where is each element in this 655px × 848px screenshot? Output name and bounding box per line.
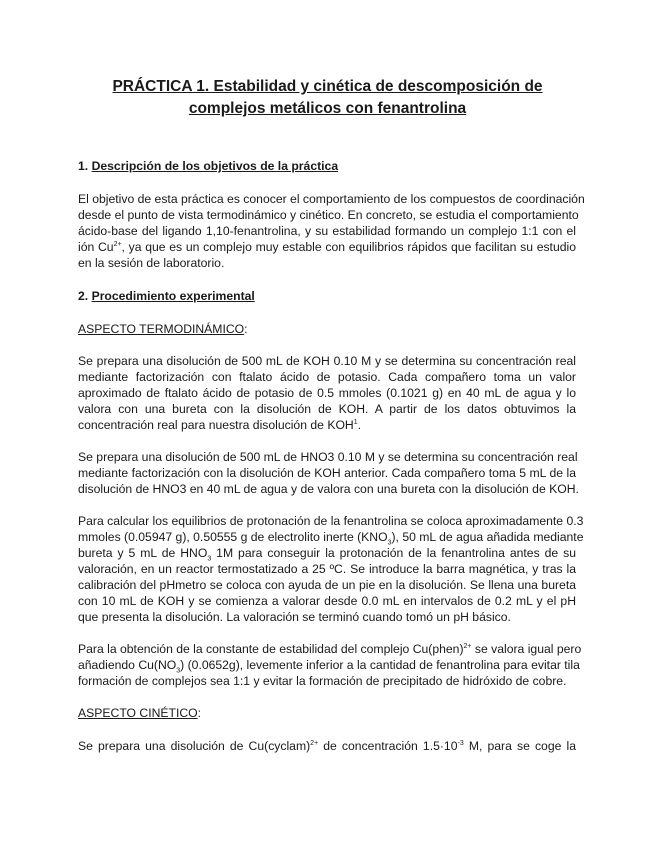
document-title-line-1: PRÁCTICA 1. Estabilidad y cinética de descomposición de [112, 78, 543, 95]
p4-line-3: formación de complejos sea 1:1 y evitar la formación de precipitado de hidróxido de cobre. [78, 674, 567, 688]
p1-line-4: valora con una bureta con la disolución de KOH. A partir de los datos obtuvimos la [78, 402, 576, 416]
footnote-ref-1: 1 [353, 418, 358, 426]
p1-line-2: mediante factorización con ftalato ácido de potasio. Cada compañero toma un valor [78, 370, 576, 384]
p4-line-1-b: se valora igual pero [471, 642, 582, 656]
section-1-line-2: desde el punto de vista termodinámico y cinético. En concreto, se estudia el comportamiento [78, 208, 579, 222]
p3-line-7: que presenta la disolución. La valoración se terminó cuando tomó un pH básico. [78, 610, 511, 624]
p1-line-5 [78, 417, 576, 433]
p1-line-5-end: . [357, 418, 362, 432]
section-1-line-4-b: , ya que es un complejo muy estable con equilibrios rápidos que facilitan su estudio [121, 240, 576, 254]
kinetic-heading-text: ASPECTO CINÉTICO [78, 706, 198, 720]
section-1-line-3: ácido-base del ligando 1,10-fenantrolina, y su estabilidad formando un complejo 1:1 con el [78, 224, 576, 238]
p3-line-2 [78, 529, 584, 547]
p5-line-1 [78, 738, 576, 754]
p3-line-1: Para calcular los equilibrios de protonación de la fenantrolina se coloca aproximadamente 0.3 [78, 514, 584, 528]
section-1-heading-text: Descripción de los objetivos de la práctica [91, 159, 339, 173]
section-2-number: 2. [78, 289, 92, 303]
cu-charge-superscript: 2+ [113, 240, 122, 248]
p4-line-2 [78, 657, 580, 675]
p2-line-2: mediante factorización con la disolución de KOH anterior. Cada compañero toma 5 mL de la [78, 466, 576, 480]
section-1-line-4-a: ión Cu [78, 240, 114, 254]
section-2-heading [78, 288, 576, 304]
hno3-subscript: 3 [207, 555, 212, 563]
p3-line-2-b: ), 50 mL de agua añadida mediante [391, 530, 584, 544]
section-2-heading-text: Procedimiento experimental [91, 289, 255, 303]
thermodynamic-heading [78, 321, 576, 337]
cu-phen-charge-superscript: 2+ [463, 642, 472, 650]
p4-line-2-b: ) (0.0652g), levemente inferior a la cantidad de fenantrolina para evitar tila [180, 658, 580, 672]
p1-line-1: Se prepara una disolución de 500 mL de KOH 0.10 M y se determina su concentración real [78, 354, 576, 368]
cu-cyclam-charge-superscript: 2+ [310, 739, 319, 747]
p1-line-5-text: concentración real para nuestra disolución de KOH [78, 418, 354, 432]
p3-line-4: valoración, en un reactor termostatizado a 25 ºC. Se introduce la barra magnética, y tras la [78, 562, 576, 576]
section-1-number: 1. [78, 159, 92, 173]
p4-line-1-a: Para la obtención de la constante de estabilidad del complejo Cu(phen) [78, 642, 464, 656]
exponent-superscript: -3 [457, 739, 464, 747]
p3-line-2-a: mmoles (0.05947 g), 0.50555 g de electrolito inerte (KNO [78, 530, 388, 544]
p2-line-3: disolución de HNO3 en 40 mL de agua y de valora con una bureta con la disolución de KOH. [78, 482, 579, 496]
document-title-line-2: complejos metálicos con fenantrolina [188, 100, 467, 117]
no3-subscript: 3 [176, 667, 181, 675]
p4-line-1 [78, 641, 582, 657]
thermodynamic-heading-colon: : [244, 322, 248, 336]
p3-line-3 [78, 545, 576, 561]
kinetic-heading [78, 705, 576, 721]
p5-line-1-a: Se prepara una disolución de Cu(cyclam) [78, 739, 311, 753]
kinetic-heading-colon: : [197, 706, 202, 720]
p3-line-3-a: bureta y 5 mL de HNO [78, 546, 208, 560]
p3-line-5: calibración del pHmetro se coloca con ayuda de un pie en la disolución. Se llena una bureta [78, 578, 576, 592]
section-1-line-4 [78, 239, 576, 255]
section-1-heading [78, 158, 576, 174]
p3-line-6: con 10 mL de KOH y se comienza a valorar desde 0.0 mL en intervalos de 0.2 mL y el pH [78, 594, 576, 608]
section-1-line-1: El objetivo de esta práctica es conocer el comportamiento de los compuestos de coordinación [78, 192, 585, 206]
p2-line-1: Se prepara una disolución de 500 mL de HNO3 0.10 M y se determina su concentración real [78, 450, 578, 464]
p3-line-3-b: 1M para conseguir la protonación de la fenantrolina antes de su [211, 546, 576, 560]
thermodynamic-heading-text: ASPECTO TERMODINÁMICO [78, 322, 245, 336]
kno3-subscript: 3 [387, 539, 392, 547]
p1-line-3: aproximado de ftalato ácido de potasio de 0.5 mmoles (0.1021 g) en 40 mL de agua y lo [78, 386, 576, 400]
section-1-line-5: en la sesión de laboratorio. [78, 256, 225, 270]
p5-line-1-c: M, para se coge la [463, 739, 576, 753]
p4-line-2-a: añadiendo Cu(NO [78, 658, 177, 672]
p5-line-1-b: de concentración 1.5·10 [318, 739, 458, 753]
